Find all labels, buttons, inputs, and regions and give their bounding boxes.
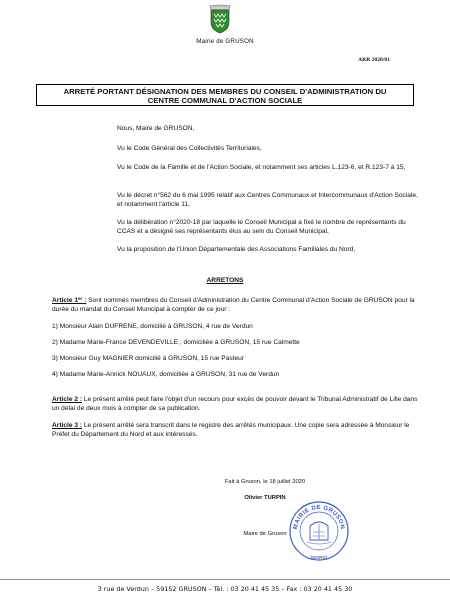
title-line-1: ARRETÉ PORTANT DÉSIGNATION DES MEMBRES DU CONSEIL D'ADMINISTRATION DU — [63, 87, 387, 96]
preamble-proposition: Vu la proposition de l'Union Départementale des Associations Familiales du Nord, — [117, 246, 356, 253]
signatory-role: Maire de Gruson — [243, 531, 287, 537]
title-line-2: CENTRE COMMUNAL D'ACTION SOCIALE — [147, 96, 303, 105]
article-2 — [52, 396, 422, 413]
signature-place-date: Fait à Gruson, le 18 juillet 2020 — [224, 479, 306, 485]
article-2-text: Le présent arrêté peut faire l'objet d'un recours pour excès de pouvoir devant le Tribunal Administratif de Lille dans un délai de deux mois à compter de sa publication. — [52, 396, 418, 412]
reference-number: ARR 2020/01 — [358, 57, 390, 63]
member-item: 1) Monsieur Alain DUFRENE, domicilié à GRUSON, 4 rue de Verdun — [52, 323, 253, 330]
preamble-code-general: Vu le Code Général des Collectivités Territoriales, — [117, 145, 262, 152]
mairie-heading: Mairie de GRUSON — [196, 38, 254, 45]
preamble-decret: Vu le décret n°562 du 6 mai 1995 relatif aux Centres Communaux et Intercommunaux d'Action Sociale, et notamment l'article 11, — [117, 192, 418, 208]
article-1-text: Sont nommés membres du Conseil d'Administration du Centre Communal d'Action Sociale de GRUSON pour la durée du mandat du Conseil Municipal à compter de ce jour : — [52, 297, 415, 313]
svg-text:MAIRIE DE GRUSON: MAIRIE DE GRUSON — [292, 504, 346, 530]
member-item: 4) Madame Marie-Annick NOUAUX, domiciliée à GRUSON, 31 rue de Verdun — [52, 371, 280, 378]
signatory-name: Olivier TURPIN — [244, 495, 286, 501]
member-item: 3) Monsieur Guy MAGNIER domicilié à GRUSON, 15 rue Pasteur — [52, 355, 245, 362]
preamble-deliberation: Vu la délibération n°2020-18 par laquelle le Conseil Municipal a fixé le nombre de représentants du CCAS et a désigné ses représentants élus au sein du Conseil Municipal, — [117, 219, 406, 235]
article-1-label: Article 1er : — [52, 296, 87, 304]
gruson-coat-of-arms-icon — [200, 4, 240, 34]
official-stamp-icon — [288, 500, 350, 562]
stamp-sub-label: (NORD) — [310, 555, 328, 560]
article-3 — [52, 422, 422, 439]
footer-divider — [0, 579, 450, 580]
article-1 — [52, 297, 422, 314]
member-item: 2) Madame Marie-France DEVENDEVILLE ; domiciliée à GRUSON, 15 rue Calmette — [52, 339, 300, 346]
decision-heading: ARRETONS — [206, 277, 244, 284]
article-3-label: Article 3 : — [52, 422, 83, 429]
preamble-nous: Nous, Maire de GRUSON, — [117, 125, 195, 132]
article-2-label: Article 2 : — [52, 396, 83, 403]
footer-address: 3 rue de Verdun – 59152 GRUSON – Tél. : 03 20 41 45 35 – Fax : 03 20 41 45 30 — [97, 585, 353, 593]
document-title — [36, 84, 414, 106]
preamble-code-famille: Vu le Code de la Famille et de l'Action Sociale, et notamment ses articles L.123-6, et R.123-7 à 15, — [117, 164, 406, 171]
article-3-text: Le présent arrêté sera transcrit dans le registre des arrêtés municipaux. Une copie sera adressée à Monsieur le Préfet du Département du Nord et aux intéressés. — [52, 422, 410, 438]
